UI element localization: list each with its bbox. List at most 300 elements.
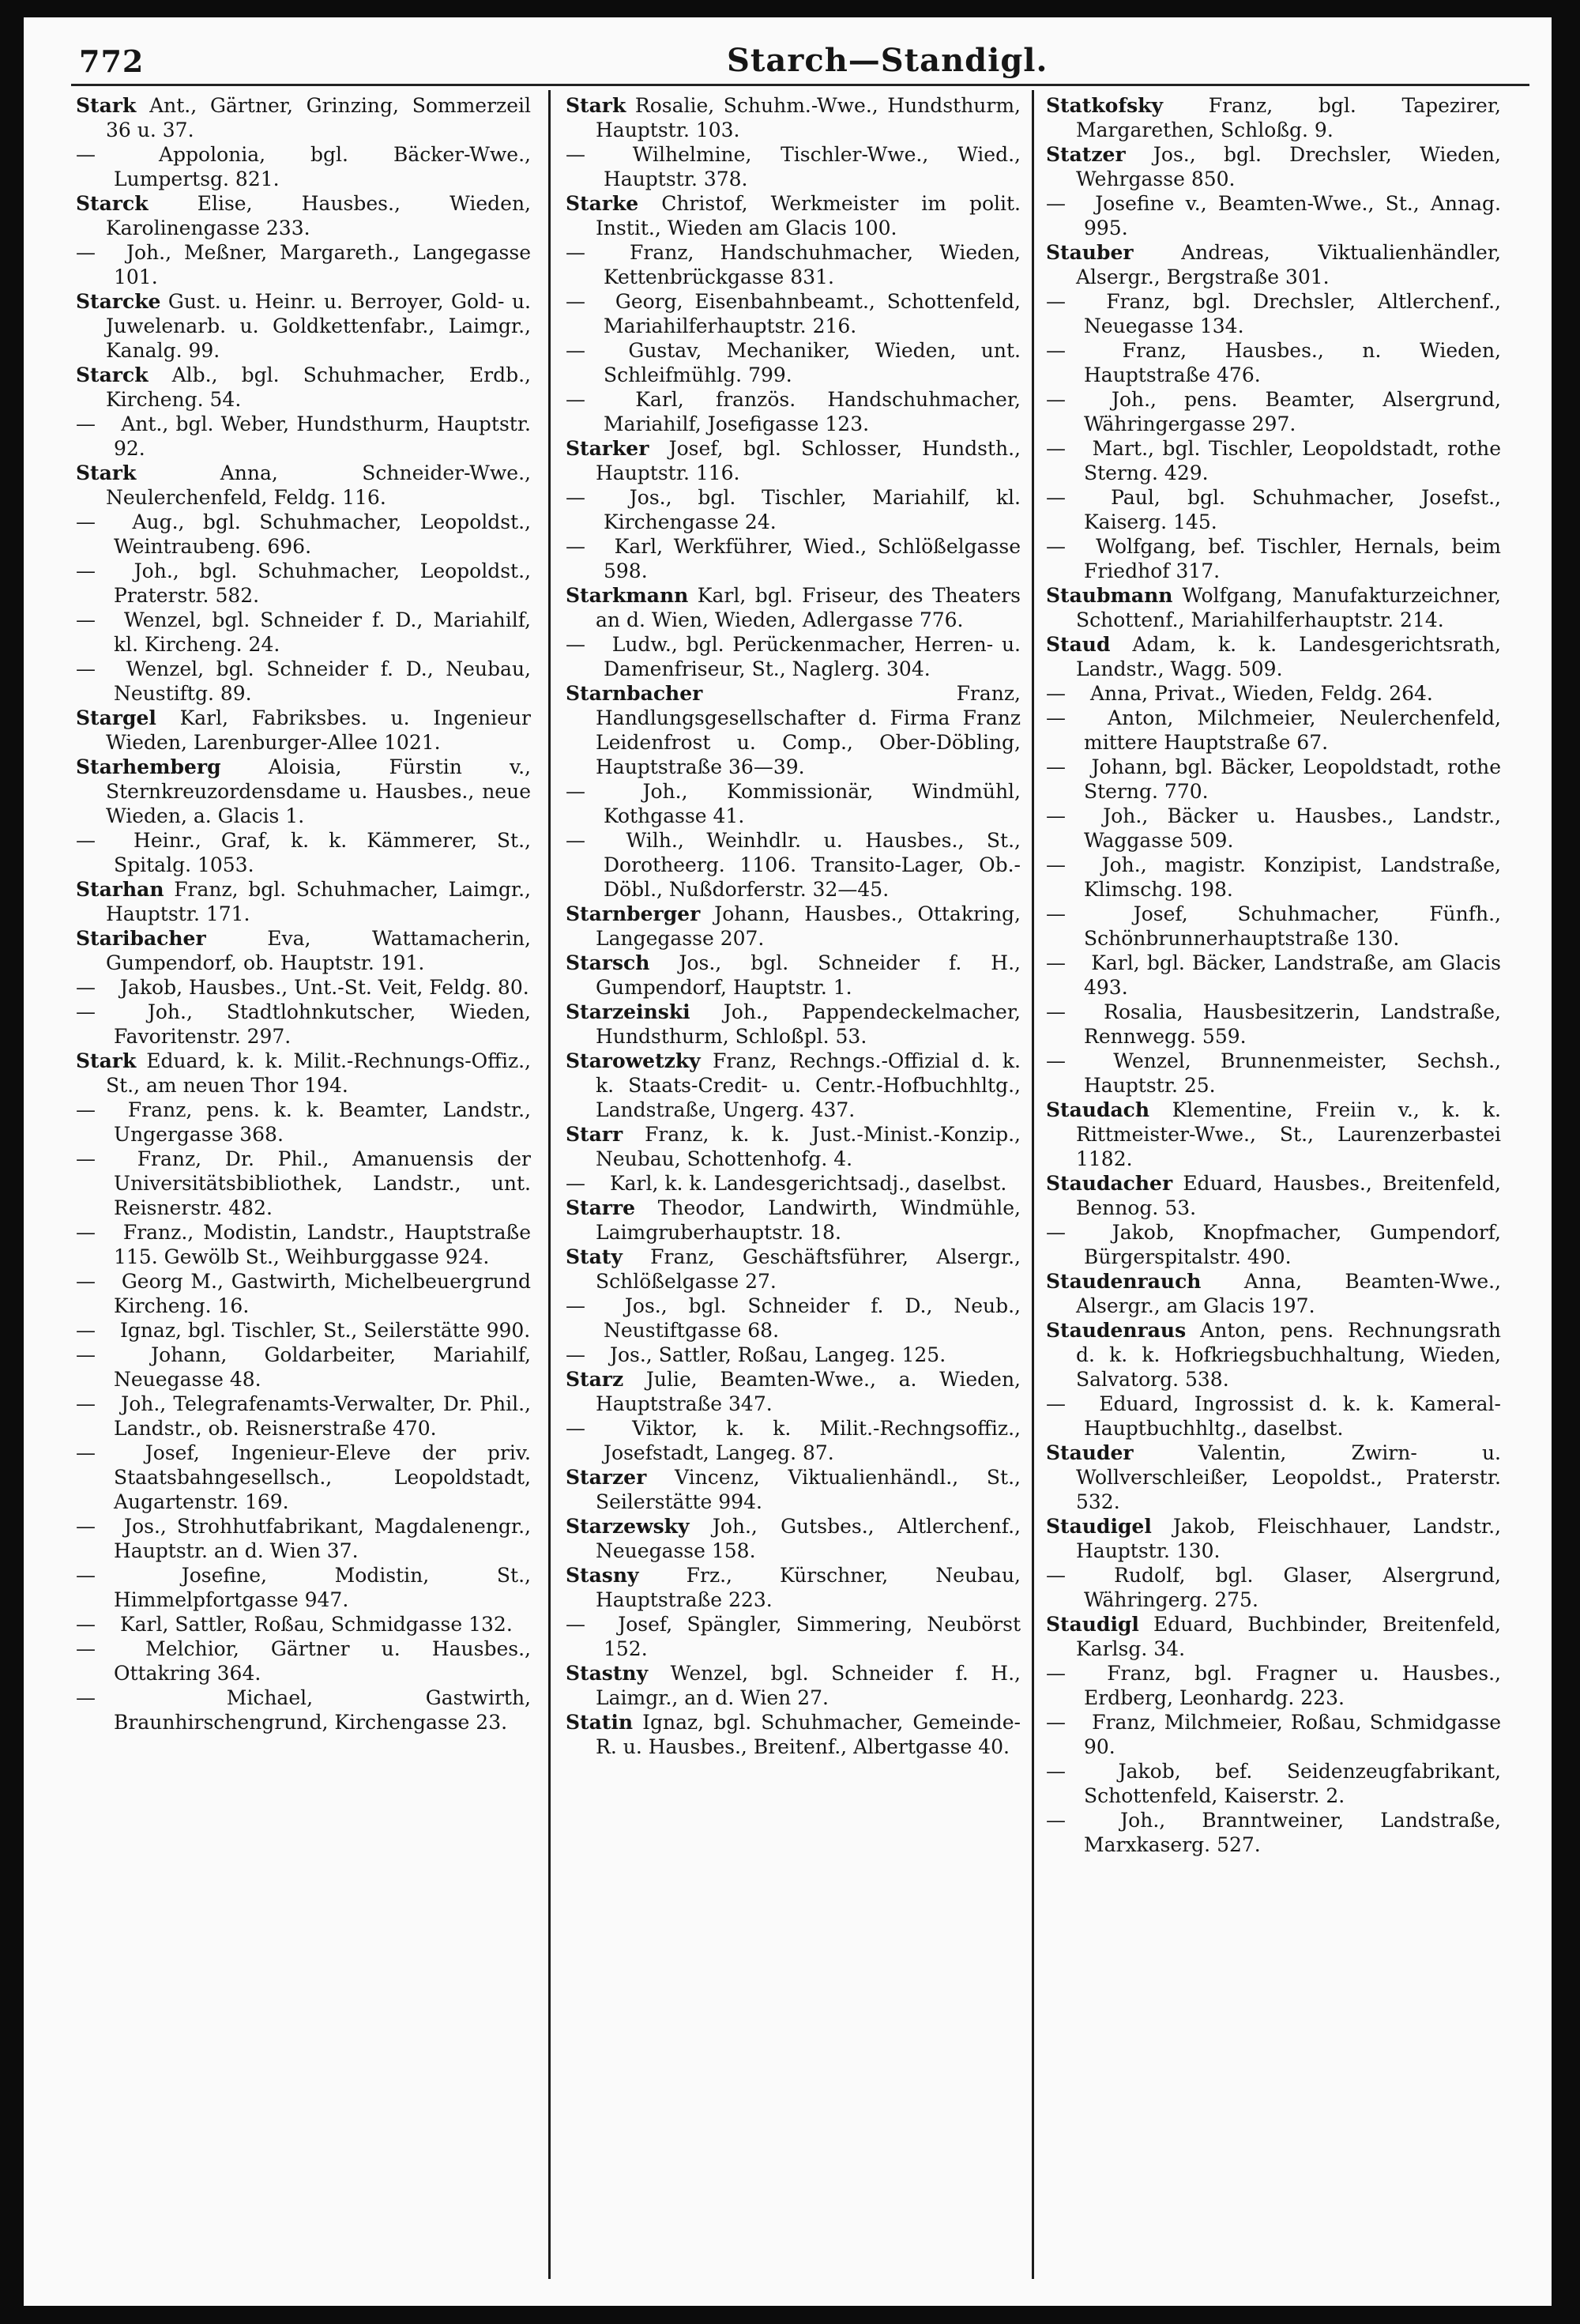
ditto-dash: — [566, 535, 585, 558]
entry-details: Franz, bgl. Tapezirer, Margarethen, Schloßg. 9. [1076, 94, 1501, 141]
entry-details: Jos., bgl. Drechsler, Wieden, Wehrgasse 850. [1076, 143, 1501, 190]
directory-entry [76, 1441, 531, 1514]
entry-details: Wilhelmine, Tischler-Wwe., Wied., Hauptstr. 378. [604, 143, 1021, 190]
entry-details: Rosalia, Hausbesitzerin, Landstraße, Rennwegg. 559. [1084, 1000, 1501, 1048]
entry-details: Eduard, k. k. Milit.-Rechnungs-Offiz., St., am neuen Thor 194. [106, 1049, 531, 1097]
directory-entry [566, 485, 1021, 534]
entry-details: Wenzel, bgl. Schneider f. D., Mariahilf, kl. Kircheng. 24. [114, 608, 531, 656]
directory-entry [566, 1416, 1021, 1465]
entry-details: Johann, Goldarbeiter, Mariahilf, Neuegasse 48. [114, 1343, 531, 1391]
directory-entry [566, 93, 1021, 142]
entry-details: Jakob, Hausbes., Unt.-St. Veit, Feldg. 80. [119, 976, 529, 999]
entry-details: Christof, Werkmeister im polit. Instit., Wieden am Glacis 100. [596, 192, 1021, 239]
entry-details: Franz, Handschuhmacher, Wieden, Kettenbrückgasse 831. [604, 241, 1021, 288]
entry-details: Franz, Geschäftsführer, Alsergr., Schlößelgasse 27. [596, 1245, 1021, 1293]
entry-details: Joh., Bäcker u. Hausbes., Landstr., Waggasse 509. [1084, 804, 1501, 852]
entry-details: Valentin, Zwirn- u. Wollverschleißer, Leopoldst., Praterstr. 532. [1076, 1441, 1501, 1513]
ditto-dash: — [76, 1147, 96, 1170]
entry-details: Julie, Beamten-Wwe., a. Wieden, Hauptstraße 347. [596, 1368, 1021, 1415]
ditto-dash: — [1046, 1221, 1066, 1244]
entry-surname: Stargel [76, 706, 156, 729]
directory-entry [1046, 583, 1501, 632]
ditto-dash: — [566, 290, 585, 313]
entry-surname: Starker [566, 437, 649, 460]
directory-entry [1046, 804, 1501, 853]
directory-entry [1046, 436, 1501, 485]
directory-entry [76, 289, 531, 363]
ditto-dash: — [76, 657, 96, 680]
directory-entry [76, 191, 531, 240]
entry-details: Karl, Werkführer, Wied., Schlößelgasse 598. [604, 535, 1021, 582]
directory-entry [566, 681, 1021, 779]
entry-details: Georg M., Gastwirth, Michelbeuergrund Kircheng. 16. [114, 1270, 531, 1317]
ditto-dash: — [76, 829, 96, 852]
directory-entry [76, 1514, 531, 1563]
directory-entry [1046, 338, 1501, 387]
directory-entry [76, 1147, 531, 1220]
entry-details: Karl, französ. Handschuhmacher, Mariahilf, Josefigasse 123. [604, 388, 1021, 435]
ditto-dash: — [76, 241, 96, 264]
ditto-dash: — [566, 1294, 585, 1317]
entry-details: Franz, bgl. Schuhmacher, Laimgr., Hauptstr. 171. [106, 878, 531, 925]
directory-entry [76, 1392, 531, 1441]
entry-surname: Stauder [1046, 1441, 1134, 1464]
ditto-dash: — [566, 1172, 585, 1195]
directory-entry [566, 1612, 1021, 1661]
entry-surname: Starkmann [566, 584, 689, 607]
entry-details: Jos., bgl. Schneider f. D., Neub., Neustiftgasse 68. [604, 1294, 1021, 1342]
directory-entry [566, 1122, 1021, 1171]
directory-entry [76, 1686, 531, 1735]
header-rule [71, 84, 1529, 86]
entry-details: Johann, Hausbes., Ottakring, Langegasse 207. [596, 902, 1021, 950]
entry-details: Joh., bgl. Schuhmacher, Leopoldst., Praterstr. 582. [114, 559, 531, 607]
entry-details: Joh., Meßner, Margareth., Langegasse 101. [114, 241, 531, 288]
directory-entry [76, 1612, 531, 1637]
ditto-dash: — [566, 241, 585, 264]
entry-details: Eva, Wattamacherin, Gumpendorf, ob. Hauptstr. 191. [106, 927, 531, 974]
directory-entry [1046, 240, 1501, 289]
ditto-dash: — [76, 1441, 96, 1464]
entry-surname: Staudacher [1046, 1172, 1173, 1195]
directory-entry [1046, 289, 1501, 338]
entry-details: Franz, bgl. Drechsler, Altlerchenf., Neuegasse 134. [1084, 290, 1501, 337]
entry-details: Ant., Gärtner, Grinzing, Sommerzeil 36 u. 37. [106, 94, 531, 141]
entry-details: Josef, Schuhmacher, Fünfh., Schönbrunnerhauptstraße 130. [1084, 902, 1501, 950]
directory-entry [76, 608, 531, 657]
entry-details: Joh., magistr. Konzipist, Landstraße, Klimschg. 198. [1084, 853, 1501, 901]
entry-surname: Starzer [566, 1466, 647, 1489]
ditto-dash: — [1046, 388, 1066, 411]
directory-entry [566, 828, 1021, 902]
directory-entry [1046, 142, 1501, 191]
entry-details: Anna, Beamten-Wwe., Alsergr., am Glacis 197. [1076, 1270, 1501, 1317]
entry-details: Aloisia, Fürstin v., Sternkreuzordensdame u. Hausbes., neue Wieden, a. Glacis 1. [106, 755, 531, 827]
directory-entry [76, 142, 531, 191]
directory-entry [566, 1563, 1021, 1612]
directory-entry [1046, 1392, 1501, 1441]
directory-entry [566, 142, 1021, 191]
ditto-dash: — [1046, 1392, 1066, 1415]
column-1 [76, 93, 531, 2274]
ditto-dash: — [1046, 192, 1066, 215]
ditto-dash: — [566, 829, 585, 852]
ditto-dash: — [1046, 535, 1066, 558]
ditto-dash: — [76, 1319, 96, 1342]
entry-details: Joh., Branntweiner, Landstraße, Marxkaserg. 527. [1084, 1809, 1501, 1856]
ditto-dash: — [566, 1417, 585, 1440]
page-header [79, 28, 1540, 79]
entry-details: Wilh., Weinhdlr. u. Hausbes., St., Dorotheerg. 1106. Transito-Lager, Ob.-Döbl., Nußdorferstr. 32—45. [604, 829, 1021, 901]
directory-entry [566, 1294, 1021, 1343]
ditto-dash: — [566, 1613, 585, 1636]
entry-surname: Starr [566, 1123, 623, 1146]
directory-entry [1046, 534, 1501, 583]
directory-entry [566, 191, 1021, 240]
directory-entry [1046, 1318, 1501, 1392]
directory-entry [76, 559, 531, 608]
entry-surname: Starcke [76, 290, 161, 313]
directory-entry [1046, 1563, 1501, 1612]
ditto-dash: — [76, 1221, 96, 1244]
entry-details: Theodor, Landwirth, Windmühle, Laimgruberhauptstr. 18. [596, 1196, 1021, 1244]
directory-entry [76, 657, 531, 706]
directory-entry [76, 93, 531, 142]
entry-details: Joh., Gutsbes., Altlerchenf., Neuegasse 158. [596, 1515, 1021, 1562]
directory-entry [76, 877, 531, 926]
directory-entry [76, 1318, 531, 1343]
entry-details: Josefine v., Beamten-Wwe., St., Annag. 995. [1084, 192, 1501, 239]
entry-details: Franz, bgl. Fragner u. Hausbes., Erdberg, Leonhardg. 223. [1084, 1662, 1501, 1709]
directory-entry [566, 387, 1021, 436]
ditto-dash: — [566, 486, 585, 509]
directory-entry [76, 1343, 531, 1392]
entry-surname: Starowetzky [566, 1049, 701, 1072]
ditto-dash: — [566, 633, 585, 656]
directory-entry [566, 1514, 1021, 1563]
ditto-dash: — [76, 1270, 96, 1293]
entry-details: Jakob, Fleischhauer, Landstr., Hauptstr. 130. [1076, 1515, 1501, 1562]
directory-entry [76, 1000, 531, 1049]
entry-details: Eduard, Hausbes., Breitenfeld, Bennog. 53. [1076, 1172, 1501, 1219]
entry-surname: Starck [76, 192, 149, 215]
entry-details: Karl, Fabriksbes. u. Ingenieur Wieden, Larenburger-Allee 1021. [106, 706, 531, 754]
ditto-dash: — [76, 1564, 96, 1587]
entry-surname: Staud [1046, 633, 1111, 656]
entry-surname: Starhan [76, 878, 164, 901]
ditto-dash: — [1046, 1000, 1066, 1023]
column-2 [566, 93, 1021, 2274]
ditto-dash: — [76, 1343, 96, 1366]
entry-details: Paul, bgl. Schuhmacher, Josefst., Kaiserg. 145. [1084, 486, 1501, 533]
entry-details: Karl, k. k. Landesgerichtsadj., daselbst. [609, 1172, 1007, 1195]
entry-details: Appolonia, bgl. Bäcker-Wwe., Lumpertsg. 821. [114, 143, 531, 190]
entry-details: Wenzel, bgl. Schneider f. H., Laimgr., an d. Wien 27. [596, 1662, 1021, 1709]
entry-surname: Starzeinski [566, 1000, 690, 1023]
entry-details: Franz, Rechngs.-Offizial d. k. k. Staats-Credit- u. Centr.-Hofbuchhltg., Landstraße, Ungerg. 437. [596, 1049, 1021, 1121]
entry-surname: Statin [566, 1711, 634, 1734]
entry-details: Elise, Hausbes., Wieden, Karolinengasse 233. [106, 192, 531, 239]
directory-entry [76, 510, 531, 559]
entry-details: Ludw., bgl. Perückenmacher, Herren- u. Damenfriseur, St., Naglerg. 304. [604, 633, 1021, 680]
entry-surname: Starsch [566, 951, 650, 974]
directory-entry [566, 1343, 1021, 1367]
entry-surname: Starck [76, 363, 149, 386]
entry-details: Ignaz, bgl. Tischler, St., Seilerstätte 990. [119, 1319, 531, 1342]
entry-surname: Staudigel [1046, 1515, 1152, 1538]
directory-entry [76, 1098, 531, 1147]
ditto-dash: — [1046, 706, 1066, 729]
entry-details: Karl, bgl. Bäcker, Landstraße, am Glacis 493. [1084, 951, 1501, 999]
directory-entry [566, 534, 1021, 583]
entry-details: Jos., bgl. Tischler, Mariahilf, kl. Kirchengasse 24. [604, 486, 1021, 533]
ditto-dash: — [1046, 1049, 1066, 1072]
page-number: 772 [79, 43, 145, 79]
directory-entry [566, 436, 1021, 485]
entry-surname: Statkofsky [1046, 94, 1164, 117]
directory-entry [1046, 191, 1501, 240]
ditto-dash: — [566, 1343, 585, 1366]
directory-entry [566, 1000, 1021, 1049]
directory-entry [76, 1269, 531, 1318]
entry-details: Georg, Eisenbahnbeamt., Schottenfeld, Mariahilferhauptstr. 216. [604, 290, 1021, 337]
entry-details: Gust. u. Heinr. u. Berroyer, Gold- u. Juwelenarb. u. Goldkettenfabr., Laimgr., Kanalg. 99. [106, 290, 531, 362]
ditto-dash: — [76, 976, 96, 999]
ditto-dash: — [566, 339, 585, 362]
entry-details: Johann, bgl. Bäcker, Leopoldstadt, rothe Sterng. 770. [1084, 755, 1501, 803]
entry-surname: Stasny [566, 1564, 639, 1587]
directory-entry [76, 412, 531, 461]
directory-entry [1046, 387, 1501, 436]
entry-details: Franz, Milchmeier, Roßau, Schmidgasse 90. [1084, 1711, 1501, 1758]
ditto-dash: — [1046, 853, 1066, 876]
entry-surname: Staudigl [1046, 1613, 1139, 1636]
ditto-dash: — [76, 143, 96, 166]
ditto-dash: — [76, 510, 96, 533]
entry-details: Joh., Pappendeckelmacher, Hundsthurm, Schloßpl. 53. [596, 1000, 1021, 1048]
ditto-dash: — [76, 559, 96, 582]
directory-entry [1046, 1220, 1501, 1269]
entry-details: Wenzel, Brunnenmeister, Sechsh., Hauptstr. 25. [1084, 1049, 1501, 1097]
entry-details: Josef, Spängler, Simmering, Neubörst 152. [604, 1613, 1021, 1660]
ditto-dash: — [1046, 1760, 1066, 1783]
entry-surname: Starke [566, 192, 639, 215]
ditto-dash: — [76, 1000, 96, 1023]
entry-details: Franz, k. k. Just.-Minist.-Konzip., Neubau, Schottenhofg. 4. [596, 1123, 1021, 1170]
entry-surname: Staudenraus [1046, 1319, 1187, 1342]
directory-entry [76, 926, 531, 975]
entry-surname: Starre [566, 1196, 636, 1219]
entry-details: Anton, Milchmeier, Neulerchenfeld, mittere Hauptstraße 67. [1084, 706, 1501, 754]
directory-entry [1046, 1612, 1501, 1661]
entry-surname: Staribacher [76, 927, 206, 950]
ditto-dash: — [566, 388, 585, 411]
entry-surname: Stark [76, 1049, 137, 1072]
entry-details: Alb., bgl. Schuhmacher, Erdb., Kircheng. 54. [106, 363, 531, 411]
ditto-dash: — [1046, 1662, 1066, 1685]
directory-entry [76, 975, 531, 1000]
entry-details: Melchior, Gärtner u. Hausbes., Ottakring 364. [114, 1637, 531, 1685]
entry-details: Josef, Ingenieur-Eleve der priv. Staatsbahngesellsch., Leopoldstadt, Augartenstr. 169. [114, 1441, 531, 1513]
directory-entry [76, 1563, 531, 1612]
entry-surname: Stark [76, 94, 137, 117]
directory-entry [566, 1710, 1021, 1759]
entry-details: Jakob, Knopfmacher, Gumpendorf, Bürgerspitalstr. 490. [1084, 1221, 1501, 1268]
entry-surname: Starz [566, 1368, 624, 1391]
entry-details: Franz, Handlungsgesellschafter d. Firma Franz Leidenfrost u. Comp., Ober-Döbling, Hauptstraße 36—39. [596, 682, 1021, 778]
entry-surname: Stark [566, 94, 626, 117]
ditto-dash: — [76, 1098, 96, 1121]
entry-details: Joh., pens. Beamter, Alsergrund, Währingergasse 297. [1084, 388, 1501, 435]
directory-entry [76, 1220, 531, 1269]
ditto-dash: — [1046, 486, 1066, 509]
ditto-dash: — [1046, 902, 1066, 925]
ditto-dash: — [1046, 1711, 1066, 1734]
directory-entry [76, 755, 531, 828]
ditto-dash: — [1046, 682, 1066, 705]
ditto-dash: — [1046, 1809, 1066, 1832]
column-3 [1046, 93, 1501, 2274]
directory-entry [566, 1196, 1021, 1245]
entry-details: Wolfgang, bef. Tischler, Hernals, beim Friedhof 317. [1084, 535, 1501, 582]
directory-entry [1046, 1661, 1501, 1710]
directory-entry [566, 240, 1021, 289]
entry-details: Anna, Privat., Wieden, Feldg. 264. [1089, 682, 1433, 705]
ditto-dash: — [1046, 437, 1066, 460]
directory-entry [1046, 1269, 1501, 1318]
entry-details: Aug., bgl. Schuhmacher, Leopoldst., Weintraubeng. 696. [114, 510, 531, 558]
entry-details: Frz., Kürschner, Neubau, Hauptstraße 223. [596, 1564, 1021, 1611]
directory-entry [566, 1245, 1021, 1294]
directory-entry [1046, 951, 1501, 1000]
entry-details: Jos., Strohhutfabrikant, Magdalenengr., Hauptstr. an d. Wien 37. [114, 1515, 531, 1562]
entry-surname: Staubmann [1046, 584, 1173, 607]
entry-details: Joh., Kommissionär, Windmühl, Kothgasse 41. [604, 780, 1021, 827]
ditto-dash: — [76, 1515, 96, 1538]
directory-entry [76, 1049, 531, 1098]
ditto-dash: — [566, 780, 585, 803]
entry-surname: Stastny [566, 1662, 649, 1685]
ditto-dash: — [566, 143, 585, 166]
ditto-dash: — [1046, 951, 1066, 974]
running-title: Starch—Standigl. [727, 42, 1048, 79]
entry-details: Adam, k. k. Landesgerichtsrath, Landstr., Wagg. 509. [1076, 633, 1501, 680]
entry-details: Joh., Telegrafenamts-Verwalter, Dr. Phil., Landstr., ob. Reisnerstraße 470. [114, 1392, 531, 1440]
entry-details: Jos., bgl. Schneider f. H., Gumpendorf, Hauptstr. 1. [596, 951, 1021, 999]
ditto-dash: — [1046, 290, 1066, 313]
directory-entry [1046, 1441, 1501, 1514]
column-divider-2 [1032, 90, 1034, 2279]
entry-details: Heinr., Graf, k. k. Kämmerer, St., Spitalg. 1053. [114, 829, 531, 876]
directory-entry [76, 1637, 531, 1686]
directory-entry [1046, 1000, 1501, 1049]
directory-entry [1046, 1098, 1501, 1171]
directory-entry [1046, 1710, 1501, 1759]
directory-entry [566, 632, 1021, 681]
directory-entry [1046, 1759, 1501, 1808]
directory-entry [1046, 1514, 1501, 1563]
entry-surname: Starhemberg [76, 755, 221, 778]
directory-entry [1046, 902, 1501, 951]
entry-details: Franz., Modistin, Landstr., Hauptstraße 115. Gewölb St., Weihburggasse 924. [114, 1221, 531, 1268]
ditto-dash: — [1046, 804, 1066, 827]
entry-details: Rudolf, bgl. Glaser, Alsergrund, Währingerg. 275. [1084, 1564, 1501, 1611]
directory-entry [1046, 853, 1501, 902]
directory-entry [1046, 632, 1501, 681]
entry-details: Jos., Sattler, Roßau, Langeg. 125. [609, 1343, 946, 1366]
entry-details: Michael, Gastwirth, Braunhirschengrund, Kirchengasse 23. [114, 1686, 531, 1734]
ditto-dash: — [76, 1613, 96, 1636]
entry-surname: Staudenrauch [1046, 1270, 1202, 1293]
entry-details: Karl, Sattler, Roßau, Schmidgasse 132. [119, 1613, 513, 1636]
directory-entry [566, 1465, 1021, 1514]
entry-details: Anton, pens. Rechnungsrath d. k. k. Hofkriegsbuchhaltung, Wieden, Salvatorg. 538. [1076, 1319, 1501, 1391]
directory-entry [566, 779, 1021, 828]
entry-surname: Starnbacher [566, 682, 703, 705]
entry-details: Gustav, Mechaniker, Wieden, unt. Schleifmühlg. 799. [604, 339, 1021, 386]
entry-details: Rosalie, Schuhm.-Wwe., Hundsthurm, Hauptstr. 103. [596, 94, 1021, 141]
directory-entry [1046, 93, 1501, 142]
entry-details: Wolfgang, Manufakturzeichner, Schottenf., Mariahilferhauptstr. 214. [1076, 584, 1501, 631]
ditto-dash: — [76, 1392, 96, 1415]
directory-entry [76, 363, 531, 412]
entry-surname: Starnberger [566, 902, 701, 925]
column-divider-1 [548, 90, 551, 2279]
directory-entry [566, 583, 1021, 632]
directory-entry [76, 240, 531, 289]
entry-details: Andreas, Viktualienhändler, Alsergr., Bergstraße 301. [1076, 241, 1501, 288]
directory-entry [566, 289, 1021, 338]
entry-surname: Starzewsky [566, 1515, 690, 1538]
directory-entry [1046, 1171, 1501, 1220]
directory-entry [566, 902, 1021, 951]
directory-entry [76, 706, 531, 755]
entry-surname: Stark [76, 461, 137, 484]
directory-entry [566, 1049, 1021, 1122]
entry-details: Franz, pens. k. k. Beamter, Landstr., Ungergasse 368. [114, 1098, 531, 1146]
entry-surname: Stauber [1046, 241, 1134, 264]
entry-details: Wenzel, bgl. Schneider f. D., Neubau, Neustiftg. 89. [114, 657, 531, 705]
directory-page [24, 17, 1552, 2306]
entry-surname: Statzer [1046, 143, 1126, 166]
entry-details: Eduard, Buchbinder, Breitenfeld, Karlsg. 34. [1076, 1613, 1501, 1660]
directory-entry [76, 461, 531, 510]
entry-details: Ignaz, bgl. Schuhmacher, Gemeinde-R. u. Hausbes., Breitenf., Albertgasse 40. [596, 1711, 1021, 1758]
directory-entry [1046, 706, 1501, 755]
entry-details: Karl, bgl. Friseur, des Theaters an d. Wien, Wieden, Adlergasse 776. [596, 584, 1021, 631]
entry-details: Franz, Dr. Phil., Amanuensis der Universitätsbibliothek, Landstr., unt. Reisnerstr. 482. [114, 1147, 531, 1219]
directory-entry [566, 1367, 1021, 1416]
entry-details: Josefine, Modistin, St., Himmelpfortgasse 947. [114, 1564, 531, 1611]
ditto-dash: — [1046, 1564, 1066, 1587]
entry-surname: Staty [566, 1245, 623, 1268]
directory-entry [1046, 485, 1501, 534]
entry-details: Josef, bgl. Schlosser, Hundsth., Hauptstr. 116. [596, 437, 1021, 484]
ditto-dash: — [76, 412, 96, 435]
entry-details: Franz, Hausbes., n. Wieden, Hauptstraße 476. [1084, 339, 1501, 386]
entry-surname: Staudach [1046, 1098, 1150, 1121]
directory-entry [566, 338, 1021, 387]
ditto-dash: — [1046, 339, 1066, 362]
entry-details: Eduard, Ingrossist d. k. k. Kameral-Hauptbuchhltg., daselbst. [1084, 1392, 1501, 1440]
directory-entry [566, 1171, 1021, 1196]
entry-details: Joh., Stadtlohnkutscher, Wieden, Favoritenstr. 297. [114, 1000, 531, 1048]
entry-details: Ant., bgl. Weber, Hundsthurm, Hauptstr. 92. [114, 412, 531, 460]
entry-details: Klementine, Freiin v., k. k. Rittmeister-Wwe., St., Laurenzerbastei 1182. [1076, 1098, 1501, 1170]
entry-details: Vincenz, Viktualienhändl., St., Seilerstätte 994. [596, 1466, 1021, 1513]
directory-entry [1046, 1049, 1501, 1098]
ditto-dash: — [1046, 755, 1066, 778]
